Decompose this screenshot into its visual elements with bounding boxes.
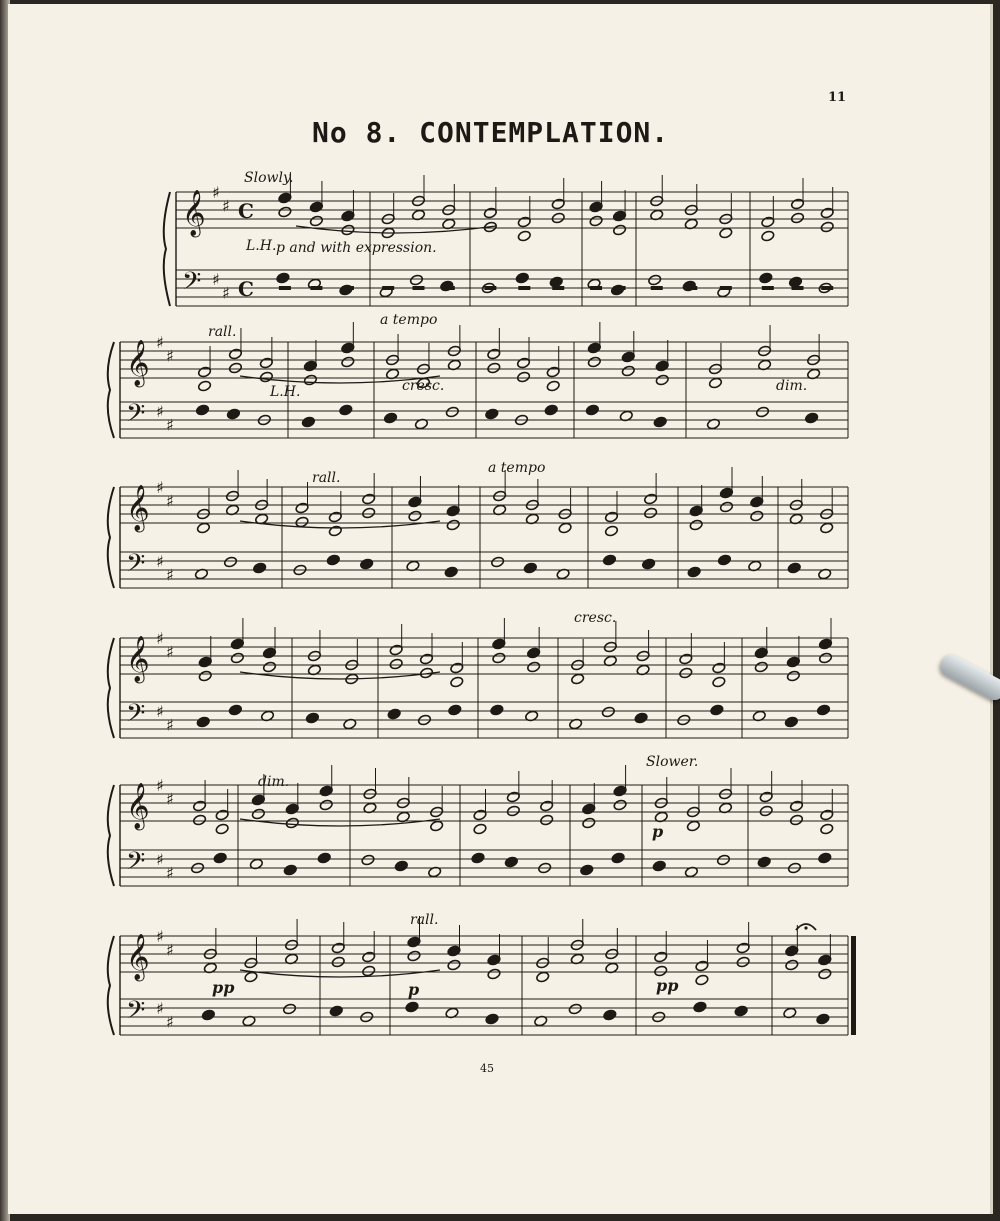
- note-head: [717, 554, 731, 566]
- brace: [108, 638, 114, 738]
- note-head: [409, 274, 423, 286]
- note-head: [491, 556, 505, 568]
- note-head: [546, 380, 560, 392]
- note-head: [820, 207, 834, 219]
- note-head: [487, 362, 501, 374]
- time-signature: C: [238, 199, 254, 223]
- rest: [279, 286, 291, 290]
- rest: [382, 286, 394, 290]
- note-head: [761, 216, 775, 228]
- note-head: [716, 854, 730, 866]
- note-head: [754, 661, 768, 673]
- note-head: [259, 357, 273, 369]
- note-head: [407, 950, 421, 962]
- dynamic-p: p: [652, 822, 664, 841]
- note-head: [558, 522, 572, 534]
- note-head: [712, 662, 726, 674]
- note-head: [285, 817, 299, 829]
- note-head: [394, 860, 408, 872]
- note-head: [408, 510, 422, 522]
- note-head: [642, 558, 656, 570]
- note-head: [244, 971, 258, 983]
- note-head: [789, 800, 803, 812]
- sharp-key-signature: ♯: [166, 565, 174, 585]
- note-head: [604, 511, 618, 523]
- note-head: [230, 638, 244, 650]
- note-head: [278, 192, 292, 204]
- note-head: [448, 704, 462, 716]
- note-head: [301, 416, 315, 428]
- direction-a-tempo: a tempo: [380, 312, 438, 328]
- note-head: [679, 653, 693, 665]
- rest: [342, 286, 354, 290]
- note-head: [309, 201, 323, 213]
- note-head: [544, 404, 558, 416]
- note-head: [655, 374, 669, 386]
- note-head: [652, 860, 666, 872]
- note-head: [447, 959, 461, 971]
- note-head: [589, 215, 603, 227]
- note-head: [251, 808, 265, 820]
- sharp-key-signature: ♯: [166, 642, 174, 662]
- note-head: [341, 342, 355, 354]
- note-head: [734, 1005, 748, 1017]
- sharp-key-signature: ♯: [156, 629, 164, 648]
- note-head: [757, 856, 771, 868]
- treble-clef-icon: 𝄞: [126, 783, 150, 829]
- note-head: [485, 1013, 499, 1025]
- note-head: [196, 522, 210, 534]
- note-head: [790, 212, 804, 224]
- note-head: [516, 371, 530, 383]
- note-head: [341, 224, 355, 236]
- treble-clef-icon: 𝄞: [126, 340, 150, 386]
- note-head: [487, 968, 501, 980]
- sharp-key-signature: ♯: [212, 270, 220, 289]
- note-head: [820, 823, 834, 835]
- note-head: [818, 652, 832, 664]
- time-signature: C: [238, 277, 254, 301]
- brace: [108, 487, 114, 588]
- direction-cresc: cresc.: [574, 610, 617, 626]
- note-head: [571, 673, 585, 685]
- note-head: [197, 380, 211, 392]
- sharp-key-signature: ♯: [156, 927, 164, 946]
- note-head: [487, 348, 501, 360]
- note-head: [515, 272, 529, 284]
- sharp-key-signature: ♯: [156, 402, 164, 421]
- note-head: [818, 638, 832, 650]
- note-head: [198, 656, 212, 668]
- note-head: [228, 348, 242, 360]
- note-head: [504, 856, 518, 868]
- note-head: [719, 227, 733, 239]
- sharp-key-signature: ♯: [156, 478, 164, 497]
- fermata-icon: [804, 926, 807, 929]
- sharp-key-signature: ♯: [212, 183, 220, 202]
- note-head: [331, 942, 345, 954]
- direction-a-tempo: a tempo: [488, 460, 546, 476]
- note-head: [816, 1013, 830, 1025]
- note-head: [383, 412, 397, 424]
- dynamic-pp: pp: [656, 976, 679, 995]
- note-head: [295, 502, 309, 514]
- note-head: [754, 647, 768, 659]
- treble-clef-icon: 𝄞: [126, 485, 150, 531]
- note-head: [695, 960, 709, 972]
- rest: [412, 286, 424, 290]
- note-head: [820, 221, 834, 233]
- note-head: [689, 505, 703, 517]
- note-head: [750, 496, 764, 508]
- note-head: [785, 945, 799, 957]
- direction-rall: rall.: [312, 470, 341, 486]
- rest: [651, 286, 663, 290]
- bass-clef-icon: 𝄢: [126, 996, 146, 1031]
- note-head: [687, 566, 701, 578]
- note-head: [613, 799, 627, 811]
- note-head: [196, 716, 210, 728]
- slur: [240, 819, 440, 826]
- rest: [310, 286, 322, 290]
- note-head: [654, 951, 668, 963]
- note-head: [679, 667, 693, 679]
- note-head: [419, 653, 433, 665]
- brace: [108, 936, 114, 1035]
- note-head: [517, 230, 531, 242]
- note-head: [309, 215, 323, 227]
- note-head: [215, 823, 229, 835]
- note-head: [789, 814, 803, 826]
- bass-clef-icon: 𝄢: [182, 267, 202, 302]
- note-head: [759, 272, 773, 284]
- bass-clef-icon: 𝄢: [126, 549, 146, 584]
- note-head: [602, 554, 616, 566]
- bass-clef-icon: 𝄢: [126, 399, 146, 434]
- note-head: [192, 800, 206, 812]
- note-head: [816, 704, 830, 716]
- rest: [762, 286, 774, 290]
- treble-clef-icon: 𝄞: [182, 190, 206, 236]
- sharp-key-signature: ♯: [222, 283, 230, 303]
- note-head: [695, 974, 709, 986]
- note-head: [587, 342, 601, 354]
- brace: [108, 785, 114, 886]
- note-head: [580, 864, 594, 876]
- note-head: [213, 852, 227, 864]
- note-head: [790, 198, 804, 210]
- note-head: [319, 799, 333, 811]
- bass-clef-icon: 𝄢: [126, 847, 146, 882]
- direction-dim: dim.: [776, 378, 808, 394]
- note-head: [278, 206, 292, 218]
- page-number: 11: [828, 90, 847, 105]
- rest: [484, 286, 496, 290]
- left-hand-mark: L.H.: [270, 384, 301, 400]
- note-head: [805, 412, 819, 424]
- note-head: [750, 510, 764, 522]
- rest: [792, 286, 804, 290]
- dynamic-p: p: [408, 980, 420, 999]
- note-head: [446, 505, 460, 517]
- note-head: [389, 644, 403, 656]
- sharp-key-signature: ♯: [222, 196, 230, 216]
- sharp-key-signature: ♯: [166, 715, 174, 735]
- note-head: [516, 357, 530, 369]
- note-head: [527, 661, 541, 673]
- note-head: [201, 1009, 215, 1021]
- note-head: [611, 852, 625, 864]
- note-head: [362, 507, 376, 519]
- note-head: [283, 864, 297, 876]
- note-head: [473, 809, 487, 821]
- note-head: [551, 212, 565, 224]
- note-head: [405, 1001, 419, 1013]
- note-head: [601, 706, 615, 718]
- direction-rall: rall.: [410, 912, 439, 928]
- note-head: [582, 817, 596, 829]
- note-head: [362, 965, 376, 977]
- note-head: [786, 656, 800, 668]
- note-head: [759, 805, 773, 817]
- note-head: [262, 647, 276, 659]
- note-head: [259, 371, 273, 383]
- slur: [296, 226, 496, 233]
- note-head: [228, 362, 242, 374]
- rest: [821, 286, 833, 290]
- rest: [443, 286, 455, 290]
- note-head: [686, 820, 700, 832]
- sharp-key-signature: ♯: [166, 491, 174, 511]
- sharp-key-signature: ♯: [156, 552, 164, 571]
- note-head: [228, 704, 242, 716]
- note-head: [755, 406, 769, 418]
- direction-slower: Slower.: [646, 754, 699, 770]
- rest: [518, 286, 530, 290]
- note-head: [527, 647, 541, 659]
- note-head: [759, 791, 773, 803]
- note-head: [582, 803, 596, 815]
- dynamic-pp: pp: [212, 978, 235, 997]
- note-head: [634, 712, 648, 724]
- note-head: [693, 1001, 707, 1013]
- rest: [685, 286, 697, 290]
- note-head: [492, 652, 506, 664]
- note-head: [341, 210, 355, 222]
- note-head: [226, 408, 240, 420]
- note-head: [387, 708, 401, 720]
- note-head: [192, 814, 206, 826]
- rest: [552, 286, 564, 290]
- note-head: [450, 662, 464, 674]
- note-head: [341, 356, 355, 368]
- note-head: [389, 658, 403, 670]
- note-head: [523, 562, 537, 574]
- sharp-key-signature: ♯: [166, 863, 174, 883]
- brace: [164, 192, 170, 306]
- note-head: [653, 416, 667, 428]
- note-head: [303, 374, 317, 386]
- note-head: [708, 377, 722, 389]
- bass-clef-icon: 𝄢: [126, 699, 146, 734]
- note-head: [408, 496, 422, 508]
- treble-clef-icon: 𝄞: [126, 636, 150, 682]
- note-head: [446, 519, 460, 531]
- note-head: [818, 968, 832, 980]
- piece-title: No 8. CONTEMPLATION.: [312, 116, 670, 149]
- direction-dim: dim.: [258, 774, 290, 790]
- note-head: [305, 712, 319, 724]
- sharp-key-signature: ♯: [166, 415, 174, 435]
- note-head: [407, 936, 421, 948]
- note-head: [360, 558, 374, 570]
- note-head: [536, 971, 550, 983]
- note-head: [506, 805, 520, 817]
- left-hand-mark: L.H.: [246, 238, 277, 254]
- treble-clef-icon: 𝄞: [126, 934, 150, 980]
- note-head: [612, 224, 626, 236]
- note-head: [587, 356, 601, 368]
- note-head: [326, 554, 340, 566]
- direction-rall: rall.: [208, 324, 237, 340]
- note-head: [603, 1009, 617, 1021]
- sharp-key-signature: ♯: [166, 1012, 174, 1032]
- note-head: [585, 404, 599, 416]
- note-head: [621, 351, 635, 363]
- note-head: [471, 852, 485, 864]
- note-head: [820, 809, 834, 821]
- note-head: [604, 525, 618, 537]
- sharp-key-signature: ♯: [156, 850, 164, 869]
- note-head: [712, 676, 726, 688]
- rest: [590, 286, 602, 290]
- note-head: [710, 704, 724, 716]
- note-head: [251, 794, 265, 806]
- note-head: [644, 493, 658, 505]
- note-head: [551, 198, 565, 210]
- note-head: [362, 493, 376, 505]
- note-head: [736, 956, 750, 968]
- sharp-key-signature: ♯: [156, 702, 164, 721]
- note-head: [761, 230, 775, 242]
- note-head: [197, 366, 211, 378]
- note-head: [317, 852, 331, 864]
- tempo-marking: Slowly.: [244, 170, 294, 186]
- note-head: [473, 823, 487, 835]
- note-head: [283, 1003, 297, 1015]
- note-head: [568, 1003, 582, 1015]
- note-head: [818, 852, 832, 864]
- note-head: [329, 1005, 343, 1017]
- note-head: [492, 638, 506, 650]
- note-head: [818, 954, 832, 966]
- note-head: [546, 366, 560, 378]
- note-head: [195, 404, 209, 416]
- note-head: [215, 809, 229, 821]
- note-head: [621, 365, 635, 377]
- note-head: [490, 704, 504, 716]
- note-head: [506, 791, 520, 803]
- note-head: [361, 854, 375, 866]
- note-head: [450, 676, 464, 688]
- note-head: [612, 210, 626, 222]
- final-barline: [851, 936, 856, 1035]
- note-head: [689, 519, 703, 531]
- note-head: [719, 501, 733, 513]
- note-head: [483, 207, 497, 219]
- note-head: [517, 216, 531, 228]
- brace: [108, 342, 114, 438]
- note-head: [362, 951, 376, 963]
- note-head: [736, 942, 750, 954]
- note-head: [331, 956, 345, 968]
- note-head: [648, 274, 662, 286]
- sharp-key-signature: ♯: [156, 333, 164, 352]
- note-head: [285, 803, 299, 815]
- sharp-key-signature: ♯: [166, 940, 174, 960]
- note-head: [430, 820, 444, 832]
- note-head: [328, 511, 342, 523]
- note-head: [655, 360, 669, 372]
- sharp-key-signature: ♯: [156, 776, 164, 795]
- note-head: [785, 959, 799, 971]
- sharp-key-signature: ♯: [166, 346, 174, 366]
- note-head: [328, 525, 342, 537]
- note-head: [487, 954, 501, 966]
- rest: [720, 286, 732, 290]
- note-head: [444, 566, 458, 578]
- note-head: [339, 404, 353, 416]
- sharp-key-signature: ♯: [156, 999, 164, 1018]
- note-head: [644, 507, 658, 519]
- note-head: [719, 487, 733, 499]
- note-head: [319, 785, 333, 797]
- note-head: [786, 670, 800, 682]
- note-head: [262, 661, 276, 673]
- plate-number: 45: [480, 1062, 494, 1075]
- note-head: [303, 360, 317, 372]
- note-head: [198, 670, 212, 682]
- note-head: [613, 785, 627, 797]
- note-head: [223, 556, 237, 568]
- note-head: [253, 562, 267, 574]
- rest: [614, 286, 626, 290]
- slur: [240, 672, 440, 679]
- note-head: [820, 522, 834, 534]
- note-head: [485, 408, 499, 420]
- note-head: [784, 716, 798, 728]
- expression-instruction: p and with expression.: [276, 240, 437, 256]
- sharp-key-signature: ♯: [166, 789, 174, 809]
- note-head: [540, 800, 554, 812]
- note-head: [445, 406, 459, 418]
- note-head: [787, 562, 801, 574]
- direction-cresc: cresc.: [402, 378, 445, 394]
- note-head: [589, 201, 603, 213]
- note-head: [447, 945, 461, 957]
- note-head: [230, 652, 244, 664]
- slur: [240, 970, 440, 977]
- note-head: [276, 272, 290, 284]
- note-head: [540, 814, 554, 826]
